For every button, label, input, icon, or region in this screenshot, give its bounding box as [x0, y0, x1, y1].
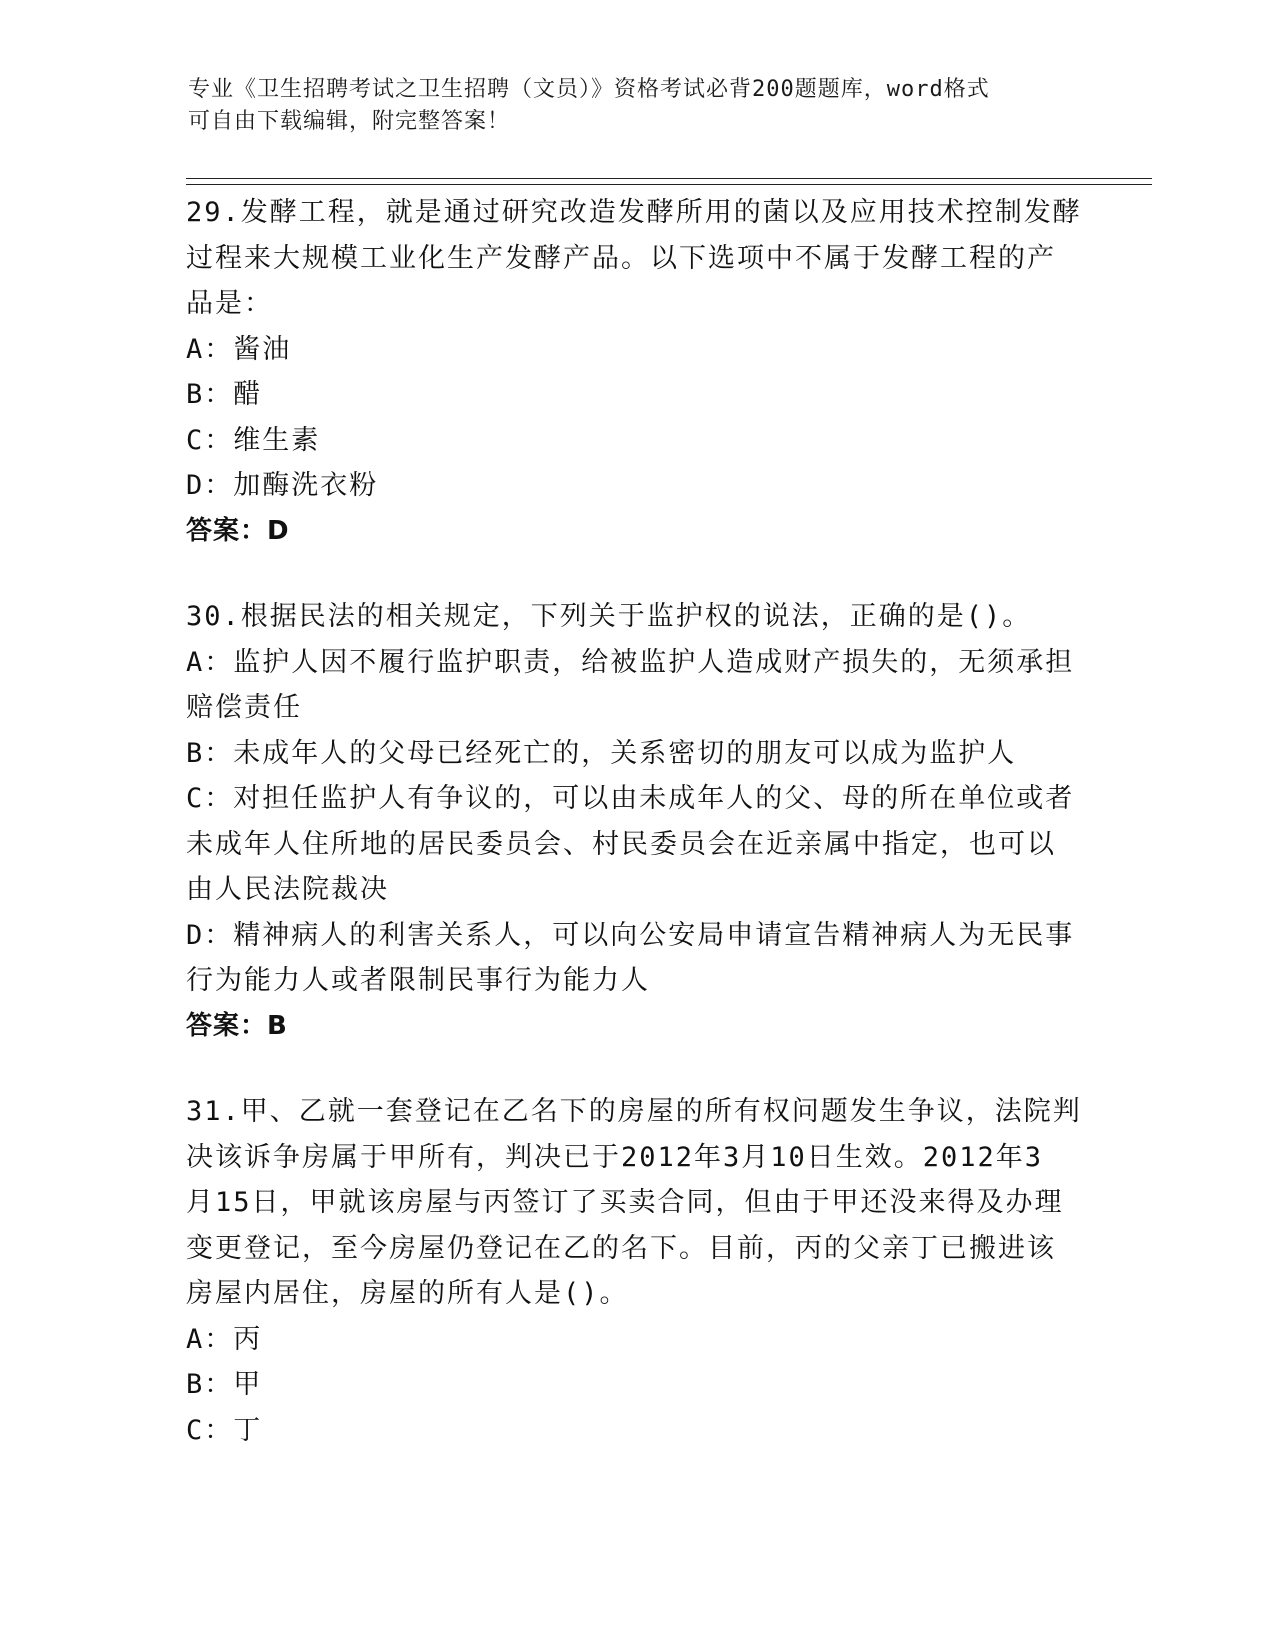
- option-line: D：精神病人的利害关系人，可以向公安局申请宣告精神病人为无民事: [186, 919, 1075, 951]
- option-b: B：甲: [186, 1369, 263, 1400]
- option-line: C：对担任监护人有争议的，可以由未成年人的父、母的所在单位或者: [186, 783, 1075, 814]
- option-line: 行为能力人或者限制民事行为能力人: [186, 965, 650, 996]
- option-b: B：醋: [186, 379, 263, 410]
- option-c: C：维生素: [186, 424, 321, 456]
- option-line: 赔偿责任: [186, 692, 302, 723]
- header-divider: [186, 178, 1152, 185]
- header-line: 专业《卫生招聘考试之卫生招聘（文员）》资格考试必背200题题库，word格式: [188, 77, 990, 102]
- question-text-line: 品是：: [186, 288, 273, 319]
- question-29: [186, 190, 1086, 554]
- question-text-line: 变更登记，至今房屋仍登记在乙的名下。目前，丙的父亲丁已搬进该: [186, 1232, 1056, 1264]
- question-text-line: 29.发酵工程，就是通过研究改造发酵所用的菌以及应用技术控制发酵: [186, 197, 1082, 228]
- option-c: [186, 776, 1086, 913]
- question-30: [186, 594, 1086, 1049]
- option-a: A：酱油: [186, 333, 292, 365]
- option-d: D：加酶洗衣粉: [186, 470, 379, 501]
- question-text-line: 31.甲、乙就一套登记在乙名下的房屋的所有权问题发生争议，法院判: [186, 1096, 1082, 1127]
- option-line: 未成年人住所地的居民委员会、村民委员会在近亲属中指定，也可以: [186, 828, 1056, 860]
- answer: 答案：D: [186, 515, 290, 546]
- option-a: [186, 640, 1086, 731]
- page-header: [188, 74, 1068, 138]
- question-text-line: 月15日，甲就该房屋与丙签订了买卖合同，但由于甲还没来得及办理: [186, 1187, 1064, 1218]
- question-31: [186, 1089, 1086, 1453]
- question-text-line: 过程来大规模工业化生产发酵产品。以下选项中不属于发酵工程的产: [186, 242, 1056, 274]
- option-d: [186, 913, 1086, 1004]
- option-line: 由人民法院裁决: [186, 874, 389, 905]
- option-a: A：丙: [186, 1323, 263, 1355]
- option-line: A：监护人因不履行监护职责，给被监护人造成财产损失的，无须承担: [186, 646, 1075, 678]
- answer: 答案：B: [186, 1010, 288, 1041]
- question-list: [186, 190, 1086, 1493]
- option-b: B：未成年人的父母已经死亡的，关系密切的朋友可以成为监护人: [186, 737, 1017, 769]
- question-text-line: 决该诉争房属于甲所有，判决已于2012年3月10日生效。2012年3: [186, 1141, 1044, 1173]
- question-text-line: 房屋内居住，房屋的所有人是()。: [186, 1278, 629, 1309]
- option-c: C：丁: [186, 1414, 263, 1446]
- header-line: 可自由下载编辑，附完整答案！: [188, 109, 511, 134]
- question-text-line: 30.根据民法的相关规定，下列关于监护权的说法，正确的是()。: [186, 601, 1032, 632]
